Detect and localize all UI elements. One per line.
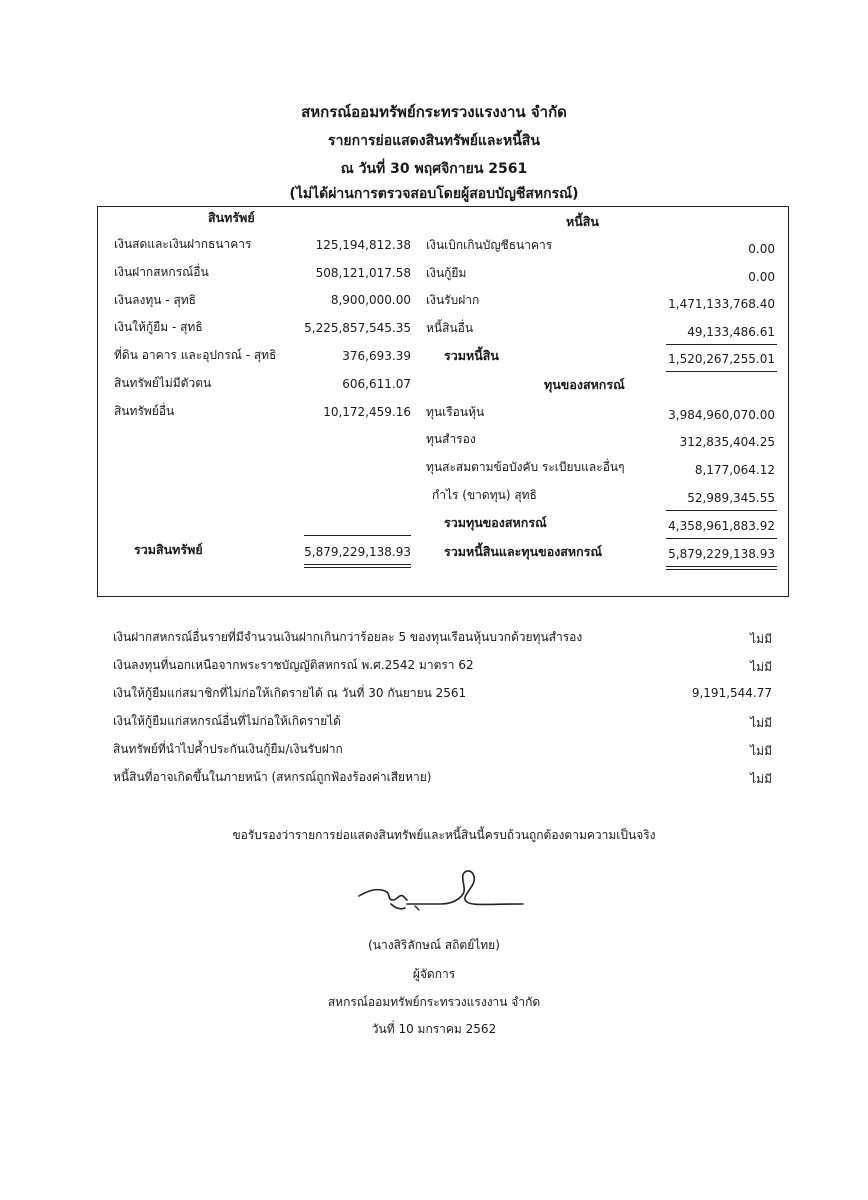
signature-image	[355, 860, 530, 920]
org-title: สหกรณ์ออมทรัพย์กระทรวงแรงงาน จำกัด	[301, 103, 567, 121]
liability-label: เงินกู้ยืม	[426, 266, 467, 280]
liability-value: 49,133,486.61	[687, 325, 775, 339]
note-label: เงินให้กู้ยืมแก่สมาชิกที่ไม่ก่อให้เกิดรายได้ ณ วันที่ 30 กันยายน 2561	[113, 686, 467, 700]
equity-total-rule	[666, 510, 777, 511]
liabilities-total-value: 1,520,267,255.01	[668, 352, 775, 366]
note-label: สินทรัพย์ที่นำไปค้ำประกันเงินกู้ยืม/เงินรับฝาก	[113, 742, 343, 756]
liability-label: เงินรับฝาก	[426, 293, 480, 307]
equity-value: 3,984,960,070.00	[668, 408, 775, 422]
note-label: เงินให้กู้ยืมแก่สหกรณ์อื่นที่ไม่ก่อให้เกิดรายได้	[113, 714, 341, 728]
grand-total-double-underline	[666, 566, 777, 570]
asset-value: 10,172,459.16	[323, 405, 411, 419]
note-value: ไม่มี	[750, 716, 772, 730]
asset-label: เงินให้กู้ยืม - สุทธิ	[114, 320, 203, 334]
asset-label: เงินสดและเงินฝากธนาคาร	[114, 237, 252, 251]
liabilities-total-rule	[666, 344, 777, 345]
assets-total-double-underline	[304, 564, 411, 568]
note-value: 9,191,544.77	[691, 686, 772, 700]
signatory-date: วันที่ 10 มกราคม 2562	[371, 1022, 497, 1036]
note-label: เงินลงทุนที่นอกเหนือจากพระราชบัญญัติสหกรณ์ พ.ศ.2542 มาตรา 62	[113, 658, 474, 672]
asset-value: 508,121,017.58	[315, 266, 411, 280]
equity-label: กำไร (ขาดทุน) สุทธิ	[432, 488, 537, 502]
balance-sheet-box	[97, 206, 789, 597]
liabilities-heading: หนี้สิน	[566, 214, 599, 229]
report-title: รายการย่อแสดงสินทรัพย์และหนี้สิน	[328, 133, 540, 149]
equity-label: ทุนสะสมตามข้อบังคับ ระเบียบและอื่นๆ	[426, 460, 625, 474]
equity-label: ทุนเรือนหุ้น	[426, 405, 485, 419]
asset-value: 125,194,812.38	[315, 238, 411, 252]
liability-value: 0.00	[748, 270, 775, 284]
asset-value: 376,693.39	[342, 349, 411, 363]
asset-label: เงินฝากสหกรณ์อื่น	[114, 265, 209, 279]
signatory-name: (นางสิริลักษณ์ สถิตย์ไทย)	[368, 938, 500, 952]
asset-value: 8,900,000.00	[330, 293, 411, 307]
equity-value: 8,177,064.12	[694, 463, 775, 477]
assets-total-value: 5,879,229,138.93	[304, 545, 411, 559]
note-value: ไม่มี	[750, 660, 772, 674]
equity-value: 312,835,404.25	[679, 435, 775, 449]
assets-total-label: รวมสินทรัพย์	[134, 542, 203, 557]
asset-label: ที่ดิน อาคาร และอุปกรณ์ - สุทธิ	[114, 348, 277, 362]
asset-label: สินทรัพย์ไม่มีตัวตน	[114, 376, 212, 390]
liability-value: 0.00	[748, 242, 775, 256]
equity-total-label: รวมทุนของสหกรณ์	[444, 515, 547, 530]
note-label: หนี้สินที่อาจเกิดขึ้นในภายหน้า (สหกรณ์ถูกฟ้องร้องค่าเสียหาย)	[113, 770, 432, 784]
liabilities-total-underline	[666, 371, 777, 372]
note-value: ไม่มี	[750, 744, 772, 758]
equity-label: ทุนสำรอง	[426, 432, 476, 446]
asset-value: 5,225,857,545.35	[304, 321, 411, 335]
signatory-position: ผู้จัดการ	[412, 967, 456, 981]
note-value: ไม่มี	[750, 632, 772, 646]
assets-heading: สินทรัพย์	[208, 210, 255, 225]
equity-heading: ทุนของสหกรณ์	[544, 377, 625, 392]
liability-label: หนี้สินอื่น	[426, 321, 474, 335]
liability-value: 1,471,133,768.40	[668, 297, 775, 311]
certification-text: ขอรับรองว่ารายการย่อแสดงสินทรัพย์และหนี้สินนี้ครบถ้วนถูกต้องตามความเป็นจริง	[232, 828, 656, 842]
grand-total-rule	[666, 538, 777, 539]
audit-note: (ไม่ได้ผ่านการตรวจสอบโดยผู้สอบบัญชีสหกรณ์)	[289, 186, 579, 202]
signatory-organization: สหกรณ์ออมทรัพย์กระทรวงแรงงาน จำกัด	[327, 995, 541, 1009]
grand-total-value: 5,879,229,138.93	[668, 547, 775, 561]
asset-label: เงินลงทุน - สุทธิ	[114, 293, 197, 307]
grand-total-label: รวมหนี้สินและทุนของสหกรณ์	[444, 544, 603, 559]
asset-value: 606,611.07	[342, 377, 411, 391]
report-date: ณ วันที่ 30 พฤศจิกายน 2561	[340, 161, 528, 177]
asset-label: สินทรัพย์อื่น	[114, 404, 175, 418]
assets-total-rule	[304, 535, 411, 536]
note-label: เงินฝากสหกรณ์อื่นรายที่มีจำนวนเงินฝากเกินกว่าร้อยละ 5 ของทุนเรือนหุ้นบวกด้วยทุนสำรอง	[113, 630, 583, 644]
liabilities-total-label: รวมหนี้สิน	[444, 348, 499, 363]
note-value: ไม่มี	[750, 772, 772, 786]
liability-label: เงินเบิกเกินบัญชีธนาคาร	[426, 238, 553, 252]
equity-value: 52,989,345.55	[687, 491, 775, 505]
equity-total-value: 4,358,961,883.92	[668, 519, 775, 533]
